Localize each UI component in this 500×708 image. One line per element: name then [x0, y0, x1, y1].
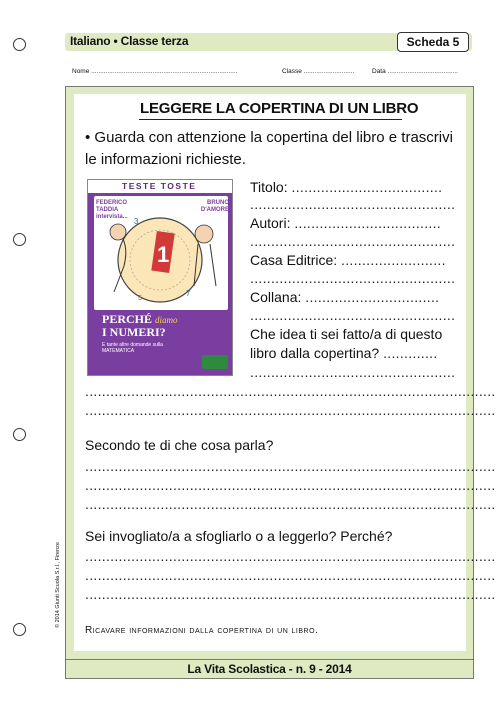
svg-text:7: 7: [186, 289, 191, 298]
title-underline: [139, 119, 402, 120]
cover-author-1: FEDERICO TADDIA intervista...: [96, 200, 128, 220]
casa-editrice-field[interactable]: Casa Editrice: .........................: [250, 252, 446, 268]
copyright-text: © 2014 Giunti Scuola S.r.l., Firenze: [55, 542, 61, 628]
magazine-issue: La Vita Scolastica - n. 9 - 2014: [187, 662, 352, 676]
answer-line[interactable]: ..................................................................................................: [85, 458, 496, 474]
titolo-label: Titolo:: [250, 179, 288, 195]
svg-text:5: 5: [138, 295, 142, 302]
question-3: Sei invogliato/a a sfogliarlo o a leggerlo? Perché?: [85, 528, 393, 544]
idea-answer-line[interactable]: ..................................................................................................: [85, 383, 496, 399]
scheda-label: Scheda 5: [397, 32, 469, 52]
collana-line-2[interactable]: .................................................: [250, 307, 456, 323]
cover-subtitle: E tante altre domande sulla MATEMATICA: [102, 342, 163, 354]
data-field[interactable]: Data .......................................: [372, 68, 458, 75]
idea-answer-line[interactable]: ..................................................................................................: [85, 402, 496, 418]
answer-line[interactable]: ..................................................................................................: [85, 496, 496, 512]
publisher-logo: [202, 355, 228, 369]
data-label: Data: [372, 68, 386, 75]
cover-author-2: BRUNO D'AMORE: [200, 200, 229, 213]
nome-field[interactable]: Nome .................................................................................: [72, 68, 238, 75]
answer-line[interactable]: ..................................................................................................: [85, 567, 496, 583]
idea-question-line-2[interactable]: libro dalla copertina? .............: [250, 345, 438, 361]
autori-label: Autori:: [250, 215, 291, 231]
casa-editrice-label: Casa Editrice:: [250, 252, 338, 268]
binder-hole: [13, 38, 26, 51]
svg-text:1: 1: [157, 242, 170, 267]
cover-book-title: PERCHÉ diamo I NUMERI?: [102, 312, 178, 339]
binder-hole: [13, 233, 26, 246]
page-title: LEGGERE LA COPERTINA DI UN LIBRO: [140, 100, 419, 117]
idea-question: Che idea ti sei fatto/a di questo: [250, 326, 443, 342]
question-2: Secondo te di che cosa parla?: [85, 437, 274, 453]
collana-field[interactable]: Collana: ................................: [250, 289, 440, 305]
autori-line-2[interactable]: .................................................: [250, 233, 456, 249]
binder-hole: [13, 428, 26, 441]
idea-answer-line[interactable]: .................................................: [250, 364, 456, 380]
answer-line[interactable]: ..................................................................................................: [85, 477, 496, 493]
casa-editrice-line-2[interactable]: .................................................: [250, 270, 456, 286]
cover-series: TESTE TOSTE: [122, 181, 197, 191]
collana-label: Collana:: [250, 289, 302, 305]
svg-text:3: 3: [134, 217, 139, 226]
binder-hole: [13, 623, 26, 636]
classe-field[interactable]: Classe ............................: [282, 68, 355, 75]
titolo-line-2[interactable]: .................................................: [250, 196, 456, 212]
answer-line[interactable]: ..................................................................................................: [85, 548, 496, 564]
autori-field[interactable]: Autori: ...................................: [250, 215, 441, 231]
classe-label: Classe: [282, 68, 302, 75]
learning-objective: Ricavare informazioni dalla copertina di un libro.: [85, 625, 319, 636]
answer-line[interactable]: ..................................................................................................: [85, 586, 496, 602]
subject-title: Italiano • Classe terza: [70, 34, 189, 48]
titolo-field[interactable]: Titolo: ....................................: [250, 179, 443, 195]
instruction-text: • Guarda con attenzione la copertina del libro e trascrivi le informazioni richieste.: [85, 129, 453, 168]
nome-label: Nome: [72, 68, 90, 75]
book-cover-image: [87, 179, 233, 376]
